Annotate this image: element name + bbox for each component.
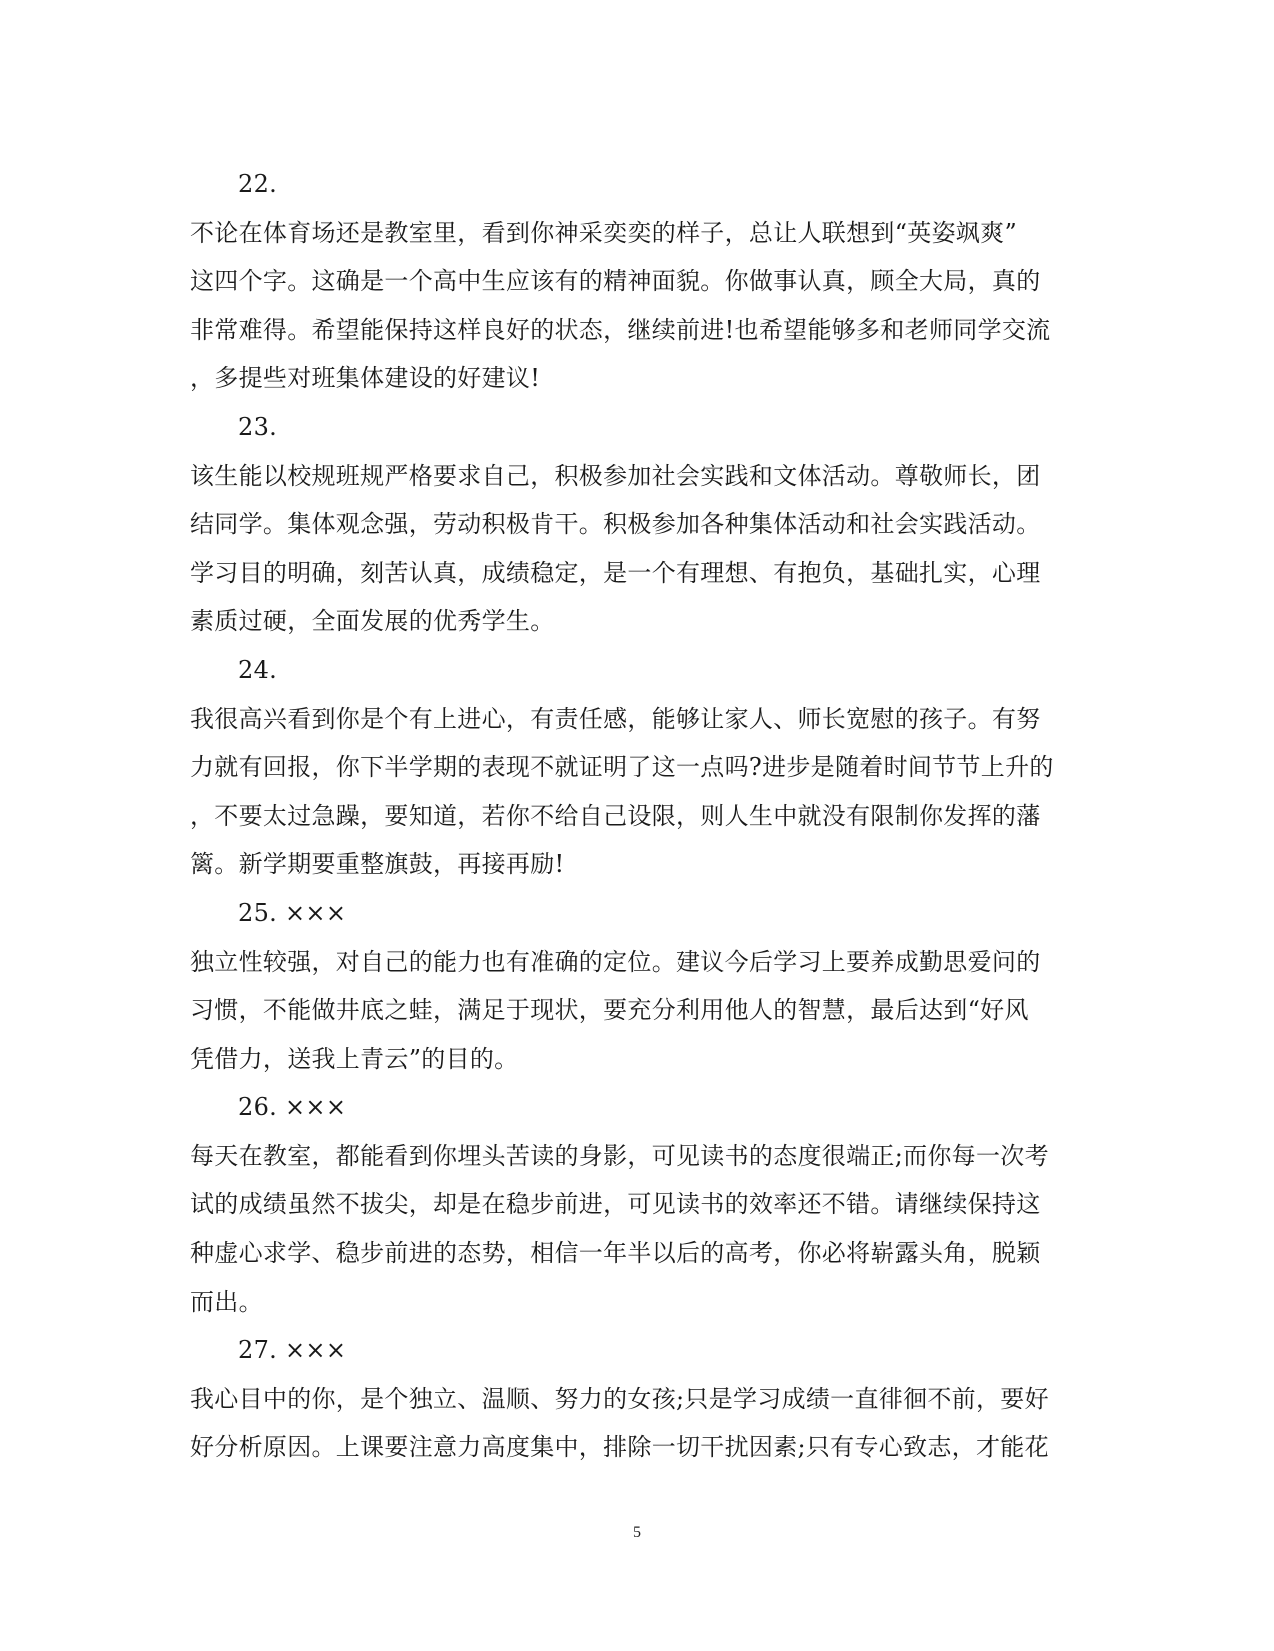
text-line: 非常难得。希望能保持这样良好的状态，继续前进!也希望能够多和老师同学交流: [190, 315, 1051, 344]
text-line: 我心目中的你，是个独立、温顺、努力的女孩;只是学习成绩一直徘徊不前，要好: [190, 1384, 1049, 1413]
entry-number: 23.: [238, 412, 278, 441]
text-line: 好分析原因。上课要注意力高度集中，排除一切干扰因素;只有专心致志，才能花: [190, 1433, 1049, 1462]
text-line: 我很高兴看到你是个有上进心，有责任感，能够让家人、师长宽慰的孩子。有努: [190, 704, 1041, 733]
text-line: 独立性较强，对自己的能力也有准确的定位。建议今后学习上要养成勤思爱问的: [190, 947, 1041, 976]
text-line: 素质过硬，全面发展的优秀学生。: [190, 607, 555, 636]
text-line: 篱。新学期要重整旗鼓，再接再励!: [190, 850, 565, 879]
text-line: 每天在教室，都能看到你埋头苦读的身影，可见读书的态度很端正;而你每一次考: [190, 1141, 1049, 1170]
text-line: 而出。: [190, 1287, 263, 1316]
text-line: ，不要太过急躁，要知道，若你不给自己设限，则人生中就没有限制你发挥的藩: [190, 801, 1041, 830]
text-line: 试的成绩虽然不拔尖，却是在稳步前进，可见读书的效率还不错。请继续保持这: [190, 1190, 1041, 1219]
entry-number: 27. ×××: [238, 1336, 347, 1365]
text-line: 这四个字。这确是一个高中生应该有的精神面貌。你做事认真，顾全大局，真的: [190, 267, 1041, 296]
entry-number: 22.: [238, 170, 278, 198]
text-line: 该生能以校规班规严格要求自己，积极参加社会实践和文体活动。尊敬师长，团: [190, 461, 1041, 490]
text-line: 学习目的明确，刻苦认真，成绩稳定，是一个有理想、有抱负，基础扎实，心理: [190, 558, 1041, 587]
text-line: 习惯，不能做井底之蛙，满足于现状，要充分利用他人的智慧，最后达到“好风: [190, 996, 1029, 1025]
text-line: ，多提些对班集体建设的好建议!: [190, 364, 541, 393]
text-line: 种虚心求学、稳步前进的态势，相信一年半以后的高考，你必将崭露头角，脱颖: [190, 1239, 1041, 1268]
entry-number: 24.: [238, 655, 278, 684]
page-number: 5: [633, 1524, 641, 1541]
document-body: [190, 160, 1090, 1472]
entry-number: 26. ×××: [238, 1093, 347, 1122]
entry-number: 25. ×××: [238, 898, 347, 927]
text-line: 不论在体育场还是教室里，看到你神采奕奕的样子，总让人联想到“英姿飒爽”: [190, 218, 1018, 247]
text-line: 凭借力，送我上青云”的目的。: [190, 1044, 519, 1073]
text-line: 力就有回报，你下半学期的表现不就证明了这一点吗?进步是随着时间节节上升的: [190, 753, 1054, 782]
text-line: 结同学。集体观念强，劳动积极肯干。积极参加各种集体活动和社会实践活动。: [190, 510, 1041, 539]
